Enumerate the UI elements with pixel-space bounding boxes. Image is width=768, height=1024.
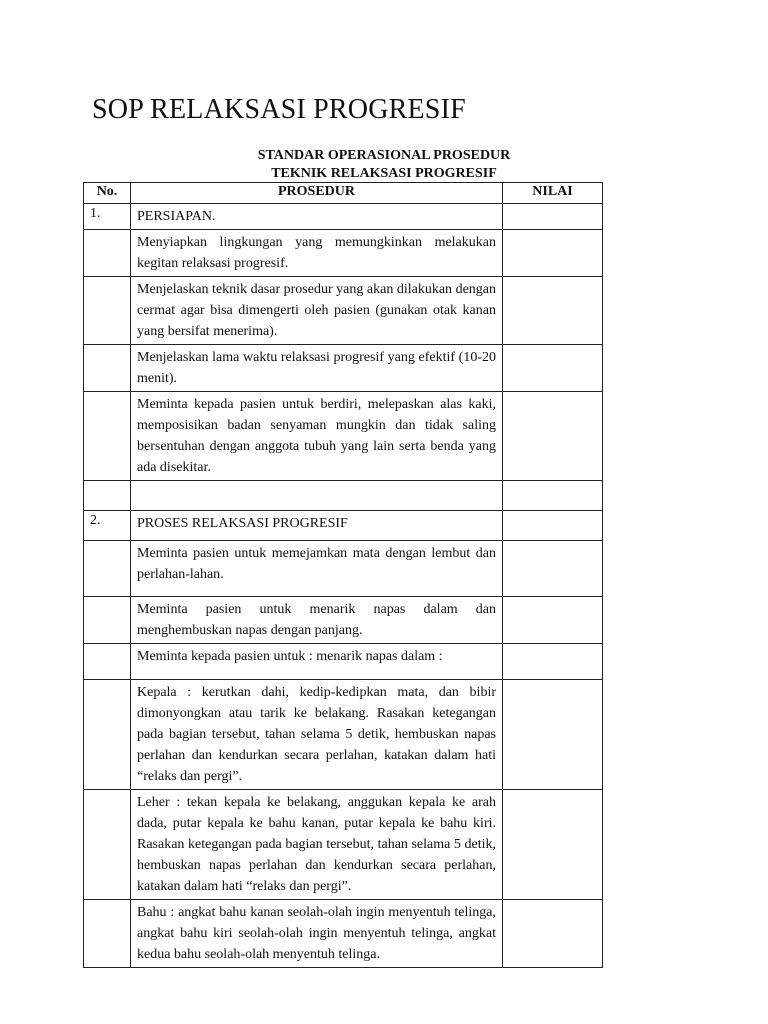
- header-prosedur: PROSEDUR: [131, 183, 503, 204]
- table-header-row: [84, 183, 603, 204]
- table-row: [84, 511, 603, 541]
- row-prosedur: Meminta pasien untuk menarik napas dalam dan menghembuskan napas dengan panjang.: [131, 597, 503, 644]
- table-row: [84, 392, 603, 481]
- row-prosedur: Meminta kepada pasien untuk : menarik napas dalam :: [131, 644, 503, 680]
- table-row: [84, 597, 603, 644]
- row-number: [84, 481, 131, 511]
- row-nilai: [503, 790, 603, 900]
- row-nilai: [503, 204, 603, 230]
- row-prosedur: PROSES RELAKSASI PROGRESIF: [131, 511, 503, 541]
- row-number: [84, 541, 131, 597]
- table-row: [84, 277, 603, 345]
- table-row: [84, 644, 603, 680]
- table-row: [84, 230, 603, 277]
- document-subtitle-1: STANDAR OPERASIONAL PROSEDUR: [257, 148, 511, 163]
- row-prosedur: Meminta pasien untuk memejamkan mata dengan lembut dan perlahan-lahan.: [131, 541, 503, 597]
- row-nilai: [503, 345, 603, 392]
- row-number: [84, 644, 131, 680]
- row-nilai: [503, 481, 603, 511]
- row-nilai: [503, 230, 603, 277]
- document-title: SOP RELAKSASI PROGRESIF: [92, 94, 466, 125]
- header-nilai: NILAI: [503, 183, 603, 204]
- row-prosedur: Menjelaskan teknik dasar prosedur yang akan dilakukan dengan cermat agar bisa dimengerti oleh pasien (gunakan otak kanan yang bersifat menerima).: [131, 277, 503, 345]
- row-nilai: [503, 392, 603, 481]
- row-number: [84, 277, 131, 345]
- procedure-table: [83, 182, 603, 968]
- table-row: [84, 204, 603, 230]
- header-no: No.: [84, 183, 131, 204]
- row-number: [84, 597, 131, 644]
- table-row: [84, 541, 603, 597]
- table-row: [84, 680, 603, 790]
- row-nilai: [503, 541, 603, 597]
- row-number: 1.: [84, 204, 131, 230]
- row-prosedur: Bahu : angkat bahu kanan seolah-olah ingin menyentuh telinga, angkat bahu kiri seolah-olah ingin menyentuh telinga, angkat kedua bahu seolah-olah menyentuh telinga.: [131, 900, 503, 968]
- row-number: [84, 790, 131, 900]
- table-row: [84, 790, 603, 900]
- table-row: [84, 481, 603, 511]
- table-row: [84, 900, 603, 968]
- row-number: [84, 392, 131, 481]
- row-prosedur: Meminta kepada pasien untuk berdiri, melepaskan alas kaki, memposisikan badan senyaman mungkin dan tidak saling bersentuhan dengan anggota tubuh yang lain serta benda yang ada disekitar.: [131, 392, 503, 481]
- row-nilai: [503, 900, 603, 968]
- table-row: [84, 345, 603, 392]
- row-nilai: [503, 277, 603, 345]
- row-number: [84, 680, 131, 790]
- row-prosedur: Menjelaskan lama waktu relaksasi progresif yang efektif (10-20 menit).: [131, 345, 503, 392]
- row-prosedur: Kepala : kerutkan dahi, kedip-kedipkan mata, dan bibir dimonyongkan atau tarik ke belakang. Rasakan ketegangan pada bagian tersebut, tahan selama 5 detik, hembuskan napas perlahan dan kendurkan secara perlahan, katakan dalam hati “relaks dan pergi”.: [131, 680, 503, 790]
- row-nilai: [503, 644, 603, 680]
- row-number: [84, 345, 131, 392]
- document-subtitle-2: TEKNIK RELAKSASI PROGRESIF: [271, 166, 497, 181]
- row-number: [84, 900, 131, 968]
- row-number: [84, 230, 131, 277]
- row-prosedur: Menyiapkan lingkungan yang memungkinkan melakukan kegitan relaksasi progresif.: [131, 230, 503, 277]
- row-prosedur: [131, 481, 503, 511]
- row-number: 2.: [84, 511, 131, 541]
- row-prosedur: Leher : tekan kepala ke belakang, anggukan kepala ke arah dada, putar kepala ke bahu kanan, putar kepala ke bahu kiri. Rasakan ketegangan pada bagian tersebut, tahan selama 5 detik, hembuskan napas perlahan dan kendurkan secara perlahan, katakan dalam hati “relaks dan pergi”.: [131, 790, 503, 900]
- row-nilai: [503, 511, 603, 541]
- row-prosedur: PERSIAPAN.: [131, 204, 503, 230]
- row-nilai: [503, 680, 603, 790]
- row-nilai: [503, 597, 603, 644]
